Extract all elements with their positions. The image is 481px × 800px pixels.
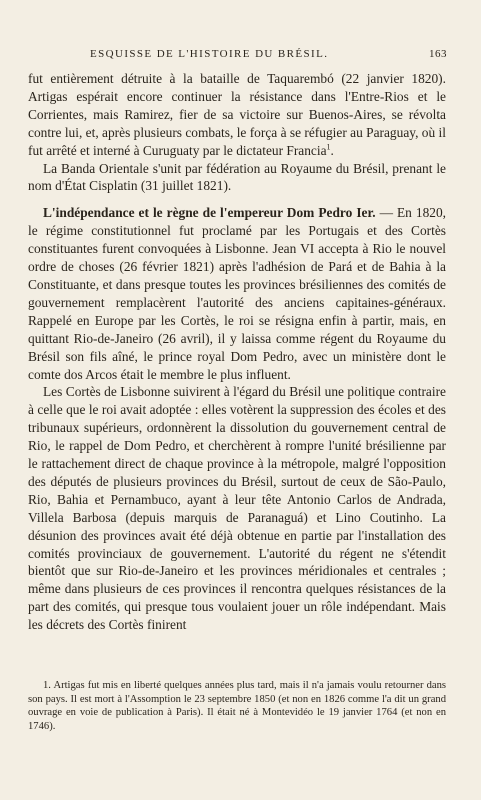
section-heading: L'indépendance et le règne de l'empereur Dom Pedro Ier.	[43, 205, 376, 221]
paragraph-text-end: .	[330, 142, 334, 158]
paragraph-artigas	[28, 70, 446, 160]
running-head	[28, 48, 447, 64]
paragraph-text: — En 1820, le régime constitutionnel fut proclamé par les Portugais et des Cortès constituantes furent convoquées à Lisbonne. Jean VI accepta à Rio le nouvel ordre de choses (26 février 1821) après l'adhésion de Pará et de Bahia à la Constituante, et dans presque toutes les provinces brésiliennes des comités de gouvernement remplacèrent l'autorité des anciens capitaines-généraux. Rappelé en Europe par les Cortès, le roi se résigna enfin à partir, mais, en quittant Rio-de-Janeiro (26 avril), il y laissa comme régent du Royaume du Brésil son fils aîné, le prince royal Dom Pedro, avec un ministère dont le comte dos Arcos était le membre le plus influent.	[28, 205, 446, 382]
paragraph-text: fut entièrement détruite à la bataille de Taquarembó (22 janvier 1820). Artigas espérait encore continuer la résistance dans l'Entre-Rios et le Corrientes, mais Ramirez, fier de sa victoire sur Buenos-Aires, se révolta contre lui, et, après plusieurs combats, le força à se réfugier au Paraguay, où il fut arrêté et interné à Curuguaty par le dictateur Francia	[28, 71, 446, 158]
paragraph-independance	[28, 204, 446, 383]
running-head-title: ESQUISSE DE L'HISTOIRE DU BRÉSIL.	[90, 48, 329, 60]
paragraph-banda-orientale: La Banda Orientale s'unit par fédération au Royaume du Brésil, prenant le nom d'État Cisplatin (31 juillet 1821).	[28, 160, 446, 194]
paragraph-cortes: Les Cortès de Lisbonne suivirent à l'égard du Brésil une politique contraire à celle que le roi avait adoptée : elles votèrent la suppression des écoles et des tribunaux supérieurs, ordonnèrent la dissolution du gouvernement central de Rio, le rappel de Dom Pedro, et cherchèrent à rompre l'unité brésilienne par le rattachement direct de chaque province à la métropole, malgré l'opposition des députés de plusieurs provinces du Brésil, surtout de ceux de São-Paulo, Rio, Bahia et Pernambuco, ayant à leur tête Antonio Carlos de Andrada, Villela Barbosa (depuis marquis de Paranaguá) et Lino Coutinho. La désunion des provinces avait été déjà obtenue en partie par l'installation des comités provinciaux de gouvernement. L'autorité du régent ne s'étendit bientôt que sur Rio-de-Janeiro et les provinces méridionales et centrales ; même dans plusieurs de ces provinces il rencontra quelques résistances de la part des comités, qui presque tous voulaient jouer un rôle indépendant. Mais les décrets des Cortès finirent	[28, 384, 446, 633]
footnote-1: 1. Artigas fut mis en liberté quelques années plus tard, mais il n'a jamais voulu retourner dans son pays. Il est mort à l'Assomption le 23 septembre 1850 (et non en 1826 comme l'a dit un grand ouvrage en voie de publication à Paris). Il était né à Montevidéo le 19 janvier 1764 (et non en 1746).	[28, 680, 446, 732]
body-text	[28, 70, 446, 634]
footnote-marker: 1	[326, 142, 331, 152]
footnotes	[28, 679, 446, 733]
page-number: 163	[429, 48, 447, 60]
